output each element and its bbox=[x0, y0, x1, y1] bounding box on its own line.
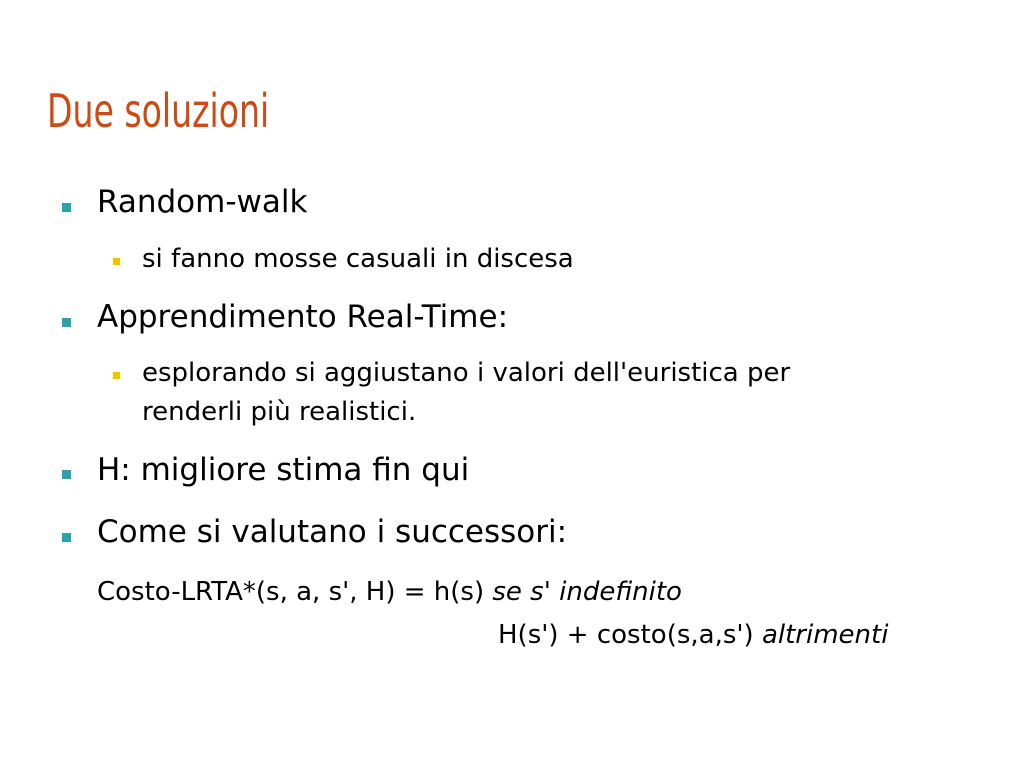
sub-bullet-item-line-2: renderli più realistici. bbox=[142, 397, 417, 427]
bullet-marker bbox=[62, 470, 71, 479]
formula-lhs: Costo-LRTA*(s, a, s', H) = h(s) bbox=[97, 577, 493, 607]
bullet-item-apprendimento: Apprendimento Real-Time: bbox=[97, 299, 509, 335]
bullet-item-h-stima: H: migliore stima fin qui bbox=[97, 452, 470, 488]
formula-case2-value: H(s') + costo(s,a,s') bbox=[498, 620, 762, 650]
formula-line-1 bbox=[97, 578, 682, 608]
bullet-item-random-walk: Random-walk bbox=[97, 184, 308, 220]
formula-line-2 bbox=[498, 621, 888, 651]
bullet-item-successori: Come si valutano i successori: bbox=[97, 514, 568, 550]
bullet-marker bbox=[62, 533, 71, 542]
bullet-marker bbox=[62, 203, 71, 212]
formula-case1-condition: se s' indefinito bbox=[492, 577, 682, 607]
formula-case2-condition: altrimenti bbox=[761, 620, 889, 650]
sub-bullet-marker bbox=[113, 372, 120, 379]
bullet-marker bbox=[62, 318, 71, 327]
sub-bullet-item: si fanno mosse casuali in discesa bbox=[142, 244, 574, 274]
slide-title: Due soluzioni bbox=[47, 84, 270, 138]
sub-bullet-marker bbox=[113, 258, 120, 265]
sub-bullet-item-line-1: esplorando si aggiustano i valori dell'euristica per bbox=[142, 358, 791, 388]
